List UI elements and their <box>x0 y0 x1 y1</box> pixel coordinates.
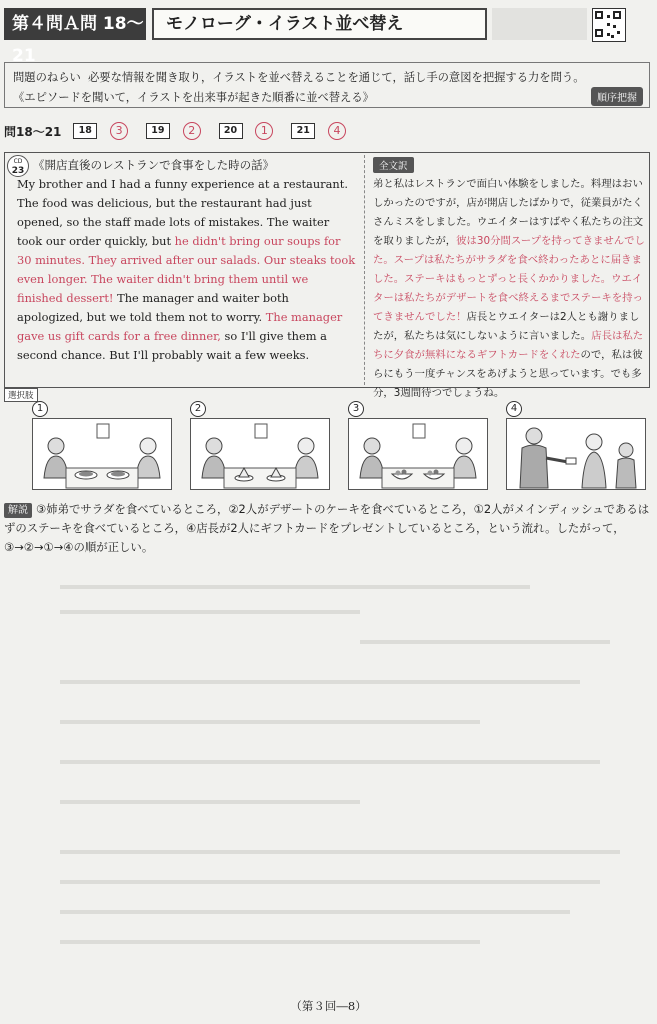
choice-3 <box>338 400 488 496</box>
choice-number: 1 <box>32 401 48 417</box>
answer-slot: 21 <box>291 123 315 139</box>
explanation-text: ③姉弟でサラダを食べているところ，②2人がデザートのケーキを食べているところ，①2人がメインディッシュであるはずのステーキを食べているところ，④店長が2人にギフトカードをプレゼントしているところ，という流れ。したがって，③→②→①→④の順が正しい。 <box>4 502 650 554</box>
japanese-translation: 弟と私はレストランで面白い体験をしました。料理はおいしかったのですが，店が開店したばかりで，従業員がたくさんミスをしました。ウエイターはすばやく私たちの注文を取りましたが，彼は30分間スープを持ってきませんでした。スープは私たちがサラダを食べ終わったあとに届きました。ステーキはもっとずっと長くかかりました。ウエイターは私たちがデザートを食べ終えるまでステーキを持ってきませんでした！店長とウエイターは2人とも謝りましたが，私たちは気にしないように言いました。店長は私たちに夕食が無料になるギフトカードをくれたので，私は彼らにもう一度チャンスをあげようと思っています。でも多分，3週間待つでしょうね。 <box>373 178 645 399</box>
section-title: モノローグ・イラスト並べ替え <box>152 8 487 40</box>
explanation <box>4 500 652 557</box>
gift-card-illustration <box>506 418 646 490</box>
answer-row <box>4 122 360 142</box>
column-divider <box>364 155 365 385</box>
answer-slot: 20 <box>219 123 243 139</box>
question-number-label: 第４問Ａ問 18〜21 <box>4 8 146 40</box>
answer-value: 2 <box>183 122 201 140</box>
bleed-through-header <box>492 8 587 40</box>
steak-dinner-illustration <box>32 418 172 490</box>
aim-episode: 《エピソードを聞いて，イラストを出来事が起きた順番に並べ替える》 <box>13 91 374 104</box>
answer-value: 1 <box>255 122 273 140</box>
track-number: 23 <box>11 166 25 176</box>
choice-number: 4 <box>506 401 522 417</box>
aim-text: 必要な情報を聞き取り，イラストを並べ替えることを通じて，話し手の意図を把握する力を問う。 <box>87 71 585 84</box>
page-footer: （第３回―8） <box>290 999 367 1013</box>
choice-illustrations <box>22 400 650 496</box>
answer-value: 3 <box>110 122 128 140</box>
qr-code-icon <box>592 8 626 42</box>
choice-2 <box>180 400 330 496</box>
answer-slot: 19 <box>146 123 170 139</box>
answer-slot: 18 <box>73 123 97 139</box>
choices-tag: 選択肢 <box>4 388 38 402</box>
aim-box <box>4 62 650 108</box>
aim-label: 問題のねらい <box>13 71 81 84</box>
choice-4 <box>496 400 646 496</box>
salad-illustration <box>348 418 488 490</box>
cd-track-badge: CD 23 <box>7 155 29 177</box>
explanation-tag: 解説 <box>4 503 32 518</box>
section-header <box>0 8 657 66</box>
dessert-cake-illustration <box>190 418 330 490</box>
answer-label: 問18〜21 <box>4 124 62 139</box>
choice-1 <box>22 400 172 496</box>
translation-tag: 全文訳 <box>373 157 414 173</box>
english-passage: My brother and I had a funny experience at a restaurant. The food was delicious, but the restaurant had just opened, so the staff made lots of mistakes. The waiter took our order quickly, but he didn't bring our soups for 30 minutes. They arrived after our salads. Our steaks took even longer. The waiter didn't bring them until we finished dessert! The manager and waiter both apologized, but we told them not to worry. The manager gave us gift cards for a free dinner, so I'll give them a second chance. But I'll probably wait a few weeks. <box>17 177 356 362</box>
skill-tag: 順序把握 <box>591 87 643 106</box>
answer-value: 4 <box>328 122 346 140</box>
choice-number: 2 <box>190 401 206 417</box>
scene-title: 《開店直後のレストランで食事をした時の話》 <box>33 158 275 172</box>
choice-number: 3 <box>348 401 364 417</box>
